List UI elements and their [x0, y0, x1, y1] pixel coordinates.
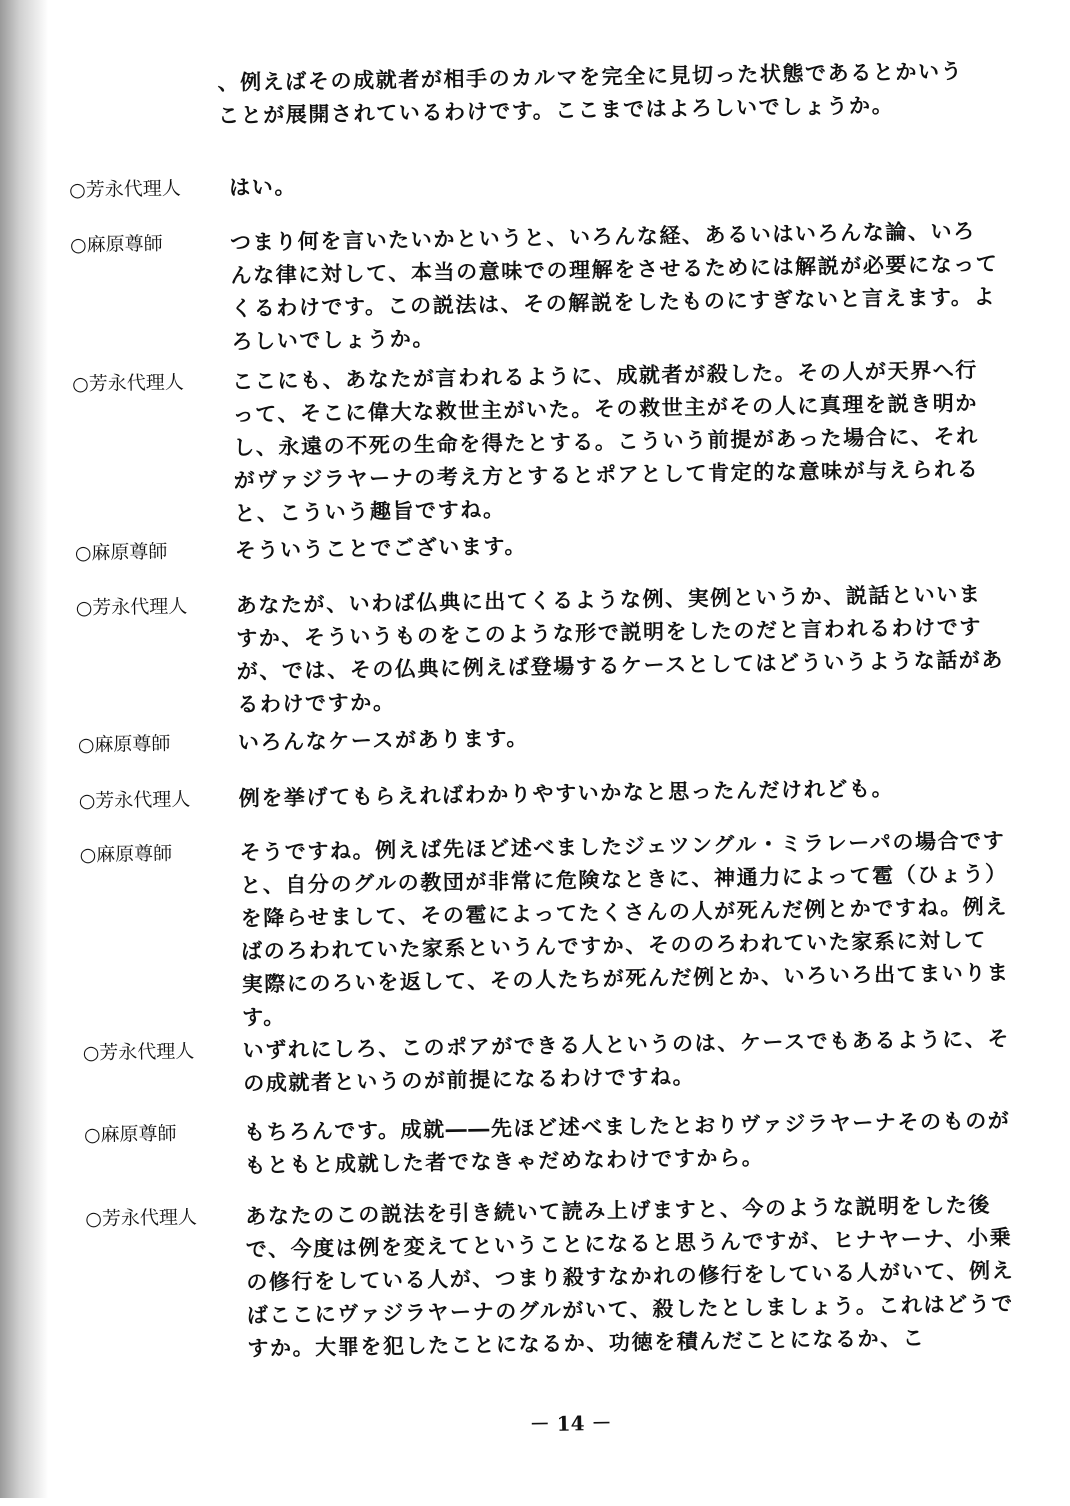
speech-text: いずれにしろ、このポアができる人というのは、ケースでもあるように、その成就者というのが前提になるわけですね。 — [242, 1026, 1011, 1096]
speaker-label: ○麻原尊師 — [77, 732, 171, 757]
speaker-label: ○芳永代理人 — [68, 177, 181, 202]
speaker-label: ○麻原尊師 — [83, 1122, 177, 1147]
speaker-label: ○芳永代理人 — [85, 1206, 198, 1231]
dialogue-entry — [69, 215, 1000, 354]
speech-text: 例を挙げてもらえればわかりやすいかなと思ったんだけれども。 — [238, 776, 895, 811]
speaker-label: ○芳永代理人 — [72, 371, 184, 396]
lead-paragraph: 、例えばその成就者が相手のカルマを完全に見切った状態であるとかいうことが展開されているわけです。ここまではよろしいでしょうか。 — [217, 59, 964, 128]
speech-text: いろんなケースがあります。 — [237, 726, 530, 755]
speech-text: そうですね。例えば先ほど述べましたジェツングル・ミラレーパの場合ですと、自分のグルの教団が非常に危険なときに、神通力によって雹（ひょう）を降らせまして、その雹によってたくさんの人が死んだ例とかですね。例えばのろわれていた家系というんですか、そののろわれていた家系に対して実際にのろいを返して、その人たちが死んだ例とか、いろいろ出てまいります。 — [239, 828, 1010, 1030]
speaker-label: ○芳永代理人 — [82, 1040, 195, 1065]
speech-text: はい。 — [228, 174, 298, 200]
dialogue-entry — [78, 771, 1009, 813]
dialogue-entry — [72, 354, 1002, 526]
dialogue-entry — [75, 578, 1005, 717]
dialogue-entry — [83, 1105, 1014, 1178]
speech-text: もちろんです。成就――先ほど述べましたとおりヴァジラヤーナそのものがもともと成就した者でなきゃだめなわけですから。 — [243, 1108, 1011, 1178]
dialogue-entry — [85, 1189, 1015, 1361]
dialogue-entry — [79, 825, 1010, 1030]
speech-text: そういうことでございます。 — [234, 534, 528, 563]
speaker-label: ○芳永代理人 — [75, 595, 188, 620]
dialogue-entry — [68, 160, 999, 202]
speaker-label: ○麻原尊師 — [74, 540, 168, 565]
speech-text: あなたが、いわば仏典に出てくるような例、実例というか、説話といいますか、そういうものをこのような形で説明をしたのだと言われるわけですが、では、その仏典に例えば登場するケースとしてはどういうような話があるわけですか。 — [235, 581, 1005, 717]
speech-text: あなたのこの説法を引き続いて読み上げますと、今のような説明をした後で、今度は例を変えてということになると思うんですが、ヒナヤーナ、小乗の修行をしている人が、つまり殺すなかれの修行をしている人がいて、例えばここにヴァジラヤーナのグルがいて、殺したとしましょう。これはどうですか。大罪を犯したことになるか、功徳を積んだことになるか、こ — [245, 1192, 1015, 1361]
page-number: － 14 － — [529, 1410, 612, 1437]
speaker-label: ○麻原尊師 — [69, 232, 163, 257]
speech-text: つまり何を言いたいかというと、いろんな経、あるいはいろんな論、いろんな律に対して、本当の意味での理解をさせるためには解説が必要になってくるわけです。この説法は、その解説をしたものにすぎないと言えます。よろしいでしょうか。 — [229, 219, 999, 354]
speech-text: ここにも、あなたが言われるように、成就者が殺した。その人が天界へ行って、そこに偉大な救世主がいた。その救世主がその人に真理を説き明かし、永遠の不死の生命を得たとする。こういう前提があった場合に、それがヴァジラヤーナの考え方とするとポアとして肯定的な意味が与えられると、こういう趣旨ですね。 — [232, 357, 980, 526]
speaker-label: ○麻原尊師 — [79, 842, 173, 867]
speaker-label: ○芳永代理人 — [78, 788, 191, 813]
